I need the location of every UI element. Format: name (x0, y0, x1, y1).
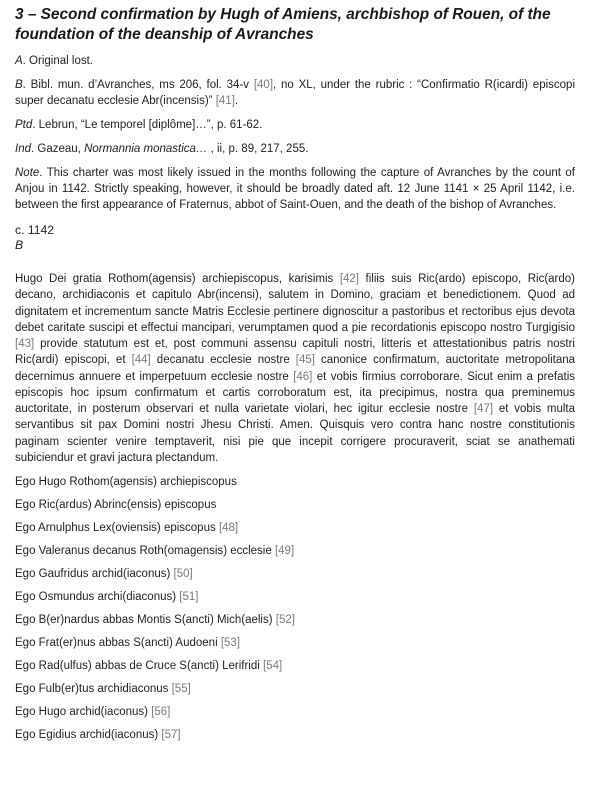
signatory-text: Ego Ric(ardus) Abrinc(ensis) episcopus (15, 499, 217, 511)
charter-segment: Hugo Dei gratia Rothom(agensis) archiepiscopus, karisimis (15, 273, 340, 285)
footnote-ref-43[interactable]: [43] (15, 338, 35, 350)
footnote-ref[interactable]: [52] (275, 614, 295, 626)
footnote-ref-46[interactable]: [46] (293, 370, 313, 383)
document-page (15, 5, 575, 750)
dating-note (15, 165, 575, 213)
charter-segment: et vobis multa servantibus sit pax Domini nostri Jhesu Christi. Amen. Quisquis vero contra hanc nostre constitutionis paginam scienter venire temptaverit, nisi pie que incepit corrigere procuraverit, sciat se anathemati subiciendur et gravi jactura plectandum. (15, 403, 575, 464)
witness-a-text: . Original lost. (22, 55, 93, 67)
witness-b-rubric: , no XL, under the rubric : “Confirmatio R(icardi) episcopi super decanatu ecclesie Abr(incensis)” (15, 79, 575, 107)
signatory-line (15, 727, 575, 743)
footnote-ref[interactable]: [53] (220, 637, 241, 649)
printed-text: . Lebrun, “Le temporel [diplôme]…”, p. 61-62. (32, 119, 263, 131)
note-label: Note (15, 167, 40, 179)
footnote-ref[interactable]: [50] (173, 568, 193, 580)
footnote-ref-40[interactable]: [40] (253, 79, 274, 91)
footnote-ref[interactable]: [55] (171, 683, 191, 695)
signatory-text: Ego Gaufridus archid(iaconus) (15, 568, 174, 580)
signatory-text: Ego Rad(ulfus) abbas de Cruce S(ancti) Lerifridi (15, 660, 264, 672)
signatory-line (15, 543, 575, 559)
witness-a (15, 53, 575, 69)
signatory-line (15, 497, 575, 513)
footnote-ref-44[interactable]: [44] (131, 354, 151, 367)
charter-date: c. 1142 (15, 223, 55, 237)
signatory-line (15, 681, 575, 697)
footnote-ref[interactable]: [56] (151, 706, 171, 718)
printed-edition (15, 117, 575, 133)
witness-b (15, 77, 575, 109)
signatory-text: Ego Valeranus decanus Roth(omagensis) ecclesie (15, 545, 275, 557)
signatory-text: Ego Egidius archid(iaconus) (15, 729, 162, 741)
charter-segment: provide statutum est et, post communi assensu capituli nostri, litteris et attestationibus patris nostri Ric(ardi) episcopi, et (15, 338, 575, 367)
indicated-work-title: Normannia monastica… (84, 143, 208, 155)
signatory-line (15, 589, 575, 605)
footnote-ref[interactable]: [54] (263, 660, 283, 672)
signatory-text: Ego Fulb(er)tus archidiaconus (15, 683, 172, 695)
indicated-text: . Gazeau, (31, 143, 85, 155)
witness-b-text: . Bibl. mun. d’Avranches, ms 206, fol. 34-v (22, 79, 254, 91)
footnote-ref-47[interactable]: [47] (473, 403, 494, 415)
printed-label: Ptd (15, 119, 33, 131)
indicated-reference (15, 141, 575, 157)
signatory-line (15, 566, 575, 582)
charter-text (15, 271, 575, 466)
footnote-ref[interactable]: [57] (161, 729, 181, 741)
footnote-ref[interactable]: [51] (179, 591, 199, 603)
footnote-ref-41[interactable]: [41] (215, 95, 235, 107)
footnote-ref[interactable]: [49] (274, 545, 295, 557)
witness-b-end: . (234, 95, 239, 107)
charter-segment: et vobis firmius corroborare. Sicut enim a prefatis episcopis hoc ipsum confirmatum et cartis corroboratum est, ita precipimus, nostra qua preminemus auctoritate, in posterum observari et nulla varietate violari, hec igitur ecclesie nostre (15, 370, 575, 415)
witness-a-siglum: A (15, 55, 23, 67)
witness-b-siglum: B (15, 79, 23, 91)
signatory-text: Ego Hugo Rothom(agensis) archiepiscopus (15, 476, 237, 488)
signatory-line (15, 704, 575, 720)
signatory-line (15, 474, 575, 490)
signatory-text: Ego Osmundus archi(diaconus) (15, 591, 180, 603)
signatory-line (15, 658, 575, 674)
charter-segment: decanatu ecclesie nostre (150, 354, 296, 367)
signatory-line (15, 635, 575, 651)
note-text: . This charter was most likely issued in the months following the capture of Avranches by the count of Anjou in 1142. Strictly speaking, however, it should be broadly dated aft. 12 June 1141 × 25 April 1142, i.e. between the first appearance of Fraternus, abbot of Saint-Ouen, and the death of the bishop of Avranches. (15, 167, 575, 211)
signatory-line (15, 520, 575, 536)
signatory-text: Ego Arnulphus Lex(oviensis) episcopus (15, 522, 219, 534)
charter-segment: filiis suis Ric(ardo) episcopo, Ric(ardo) decano, archidiaconis et capitulo Abr(incensi), salutem in Domino, graciam et benedictionem. Quod ad dignitatem et incrementum sancte Matris Ecclesie pertinere dignoscitur a pastoribus et rectoribus ejus devota debet caritate suscipi et effectui mancipari, verumptamen quod a pie recordationis episcopo nostro Turgigisio (15, 273, 575, 334)
charter-segment: canonice confirmatum, auctoritate metropolitana decernimus annuere et imperpetuum ecclesie nostre (15, 354, 576, 383)
signatory-text: Ego Frat(er)nus abbas S(ancti) Audoeni (15, 637, 221, 649)
footnote-ref[interactable]: [48] (218, 522, 239, 534)
signatory-text: Ego Hugo archid(iaconus) (15, 706, 152, 718)
manuscript-siglum: B (15, 238, 24, 252)
signatory-list (15, 474, 575, 743)
signatory-line (15, 612, 575, 628)
indicated-label: Ind (15, 143, 31, 155)
footnote-ref-45[interactable]: [45] (295, 354, 315, 367)
signatory-text: Ego B(er)nardus abbas Montis S(ancti) Mich(aelis) (15, 614, 276, 626)
indicated-pages: , ii, p. 89, 217, 255. (207, 143, 309, 155)
document-title: 3 – Second confirmation by Hugh of Amiens, archbishop of Rouen, of the foundation of the deanship of Avranches (15, 6, 551, 43)
footnote-ref-42[interactable]: [42] (339, 273, 359, 285)
